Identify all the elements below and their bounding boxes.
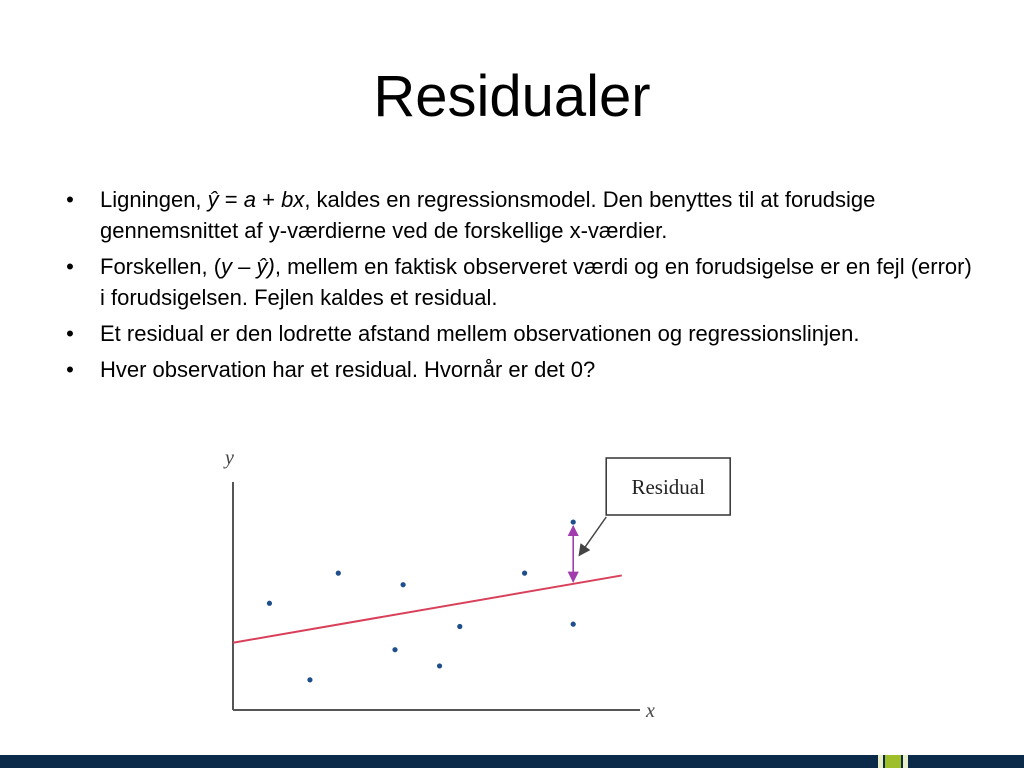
data-point <box>457 624 462 629</box>
footer-accent <box>885 755 901 768</box>
bullet-item <box>60 184 980 246</box>
y-axis-label: y <box>225 447 234 469</box>
scatter-chart <box>215 440 705 722</box>
footer-band <box>0 755 1024 768</box>
bullet-mark: • <box>66 321 74 346</box>
data-point <box>392 647 397 652</box>
data-point <box>401 582 406 587</box>
data-point <box>307 677 312 682</box>
regression-line <box>233 575 622 642</box>
bullet-mark: • <box>66 187 74 212</box>
data-point <box>336 571 341 576</box>
footer-accent <box>878 755 883 768</box>
bullet-item <box>60 354 980 385</box>
bullet-list <box>60 184 980 390</box>
bullet-mark: • <box>66 254 74 279</box>
data-point <box>437 663 442 668</box>
footer-accent <box>903 755 908 768</box>
data-point <box>571 519 576 524</box>
bullet-item <box>60 318 980 349</box>
slide-title: Residualer <box>373 64 651 129</box>
bullet-text: Hver observation har et residual. Hvornår er det 0? <box>100 357 596 382</box>
callout-pointer-arrow <box>579 517 606 555</box>
bullet-text: Ligningen, ŷ = a + bx, kaldes en regressionsmodel. Den benyttes til at forudsige gennemsnittet af y-værdierne ved de forskellige x-værdier. <box>100 187 876 243</box>
bullet-item <box>60 251 980 313</box>
residual-figure <box>215 440 705 722</box>
data-point <box>571 622 576 627</box>
data-point <box>522 571 527 576</box>
data-point <box>267 601 272 606</box>
x-axis-label: x <box>646 700 655 722</box>
residual-callout-label: Residual <box>631 475 705 499</box>
bullet-text: Et residual er den lodrette afstand mellem observationen og regressionslinjen. <box>100 321 860 346</box>
bullet-mark: • <box>66 357 74 382</box>
bullet-text: Forskellen, (y – ŷ), mellem en faktisk observeret værdi og en forudsigelse er en fejl (error) i forudsigelsen. Fejlen kaldes et residual. <box>100 254 972 310</box>
